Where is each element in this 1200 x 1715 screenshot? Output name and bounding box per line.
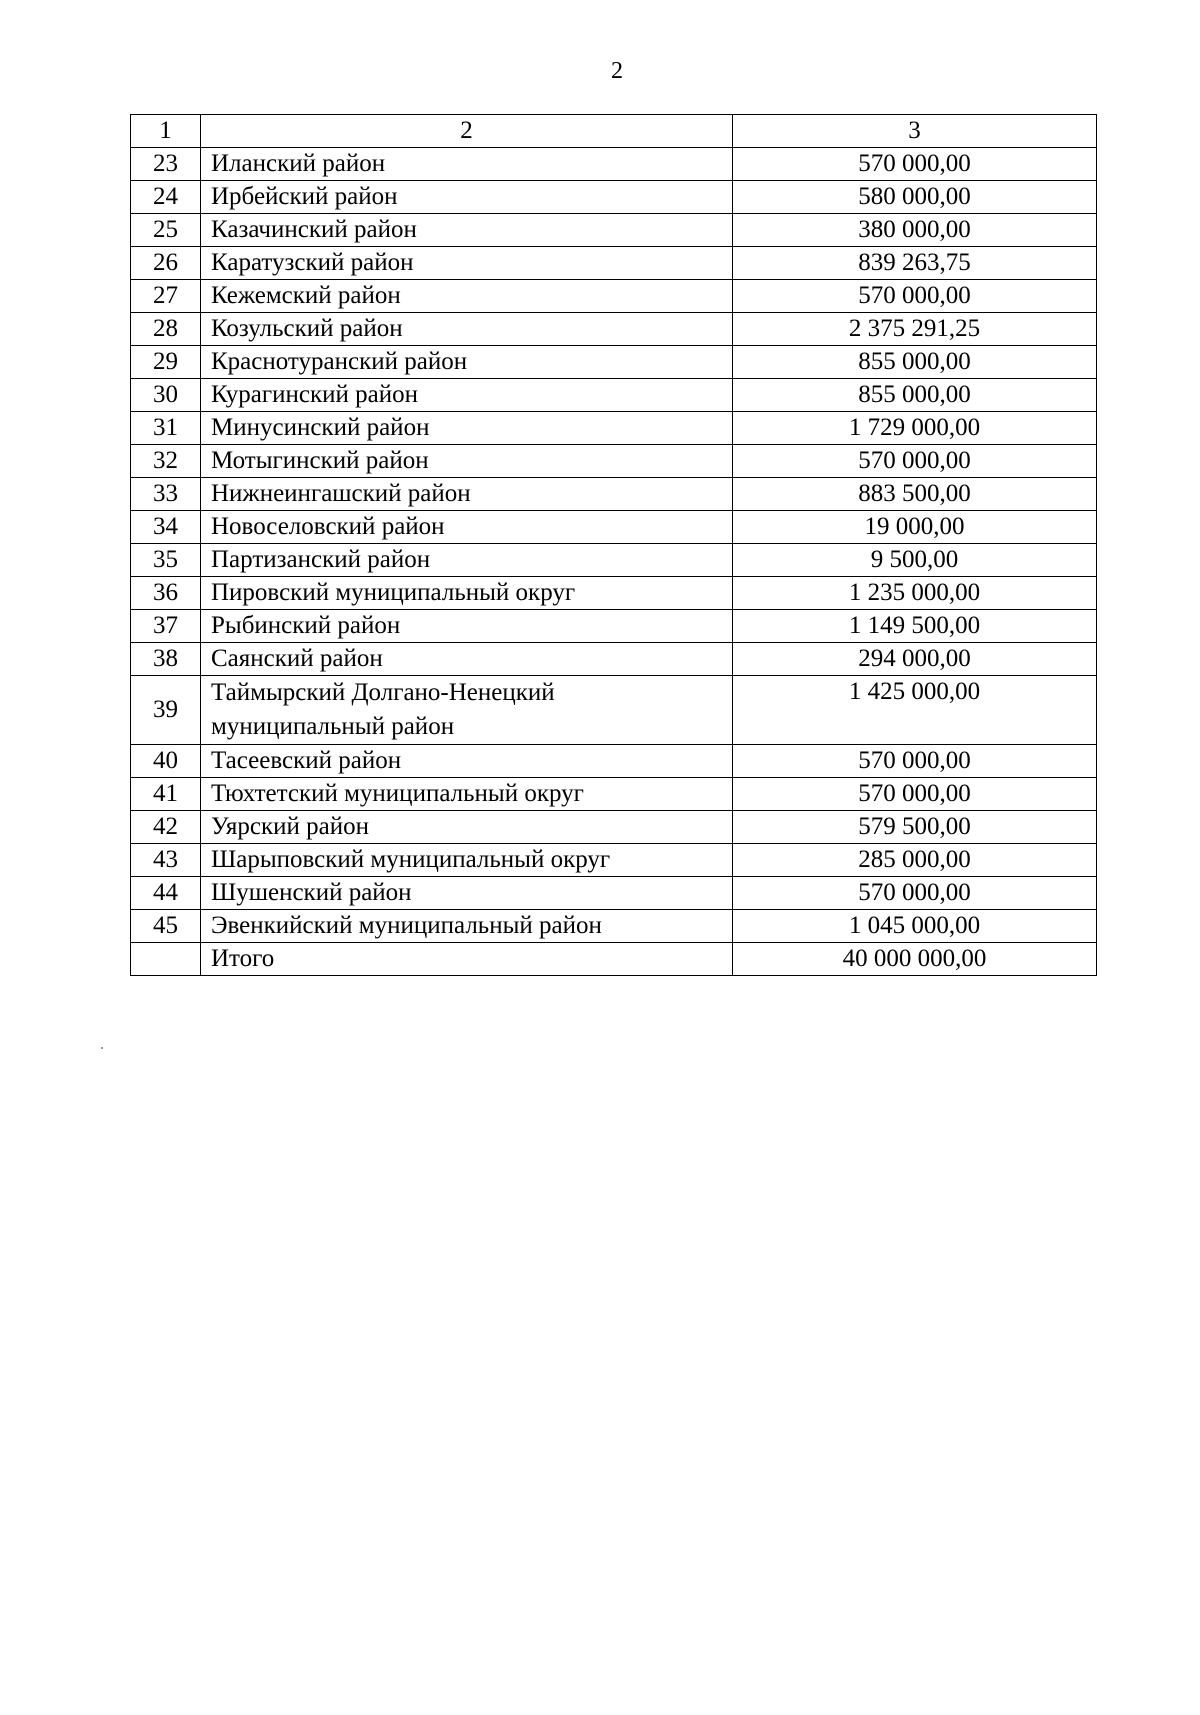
district-name: Ирбейский район <box>201 181 733 214</box>
district-name: Саянский район <box>201 643 733 676</box>
page-number: 2 <box>611 58 623 84</box>
district-name: Курагинский район <box>201 379 733 412</box>
amount-value: 579 500,00 <box>733 811 1097 844</box>
row-number: 45 <box>131 910 201 943</box>
header-cell-1: 1 <box>131 115 201 148</box>
district-name: Шарыповский муниципальный округ <box>201 844 733 877</box>
table-row <box>131 181 1097 214</box>
district-name: Рыбинский район <box>201 610 733 643</box>
row-number: 34 <box>131 511 201 544</box>
district-name: Тасеевский район <box>201 745 733 778</box>
amount-value: 570 000,00 <box>733 148 1097 181</box>
total-number-cell <box>131 943 201 976</box>
district-name: Таймырский Долгано-Ненецкий муниципальный район <box>201 676 733 745</box>
amount-value: 1 235 000,00 <box>733 577 1097 610</box>
amount-value: 855 000,00 <box>733 379 1097 412</box>
district-name: Мотыгинский район <box>201 445 733 478</box>
district-name: Пировский муниципальный округ <box>201 577 733 610</box>
amount-value: 285 000,00 <box>733 844 1097 877</box>
table-row <box>131 610 1097 643</box>
table-row <box>131 577 1097 610</box>
district-name: Кежемский район <box>201 280 733 313</box>
table-row <box>131 811 1097 844</box>
row-number: 30 <box>131 379 201 412</box>
amount-value: 570 000,00 <box>733 778 1097 811</box>
district-name: Тюхтетский муниципальный округ <box>201 778 733 811</box>
amount-value: 1 045 000,00 <box>733 910 1097 943</box>
amount-value: 1 425 000,00 <box>733 676 1097 745</box>
table-row <box>131 544 1097 577</box>
table-row <box>131 412 1097 445</box>
total-label: Итого <box>201 943 733 976</box>
table-row <box>131 313 1097 346</box>
district-name: Шушенский район <box>201 877 733 910</box>
row-number: 26 <box>131 247 201 280</box>
table-row <box>131 676 1097 745</box>
table-body <box>131 115 1097 976</box>
amount-value: 570 000,00 <box>733 877 1097 910</box>
row-number: 29 <box>131 346 201 379</box>
row-number: 40 <box>131 745 201 778</box>
row-number: 38 <box>131 643 201 676</box>
district-name: Уярский район <box>201 811 733 844</box>
table-row <box>131 778 1097 811</box>
district-name: Иланский район <box>201 148 733 181</box>
total-row <box>131 943 1097 976</box>
row-number: 36 <box>131 577 201 610</box>
table-row <box>131 478 1097 511</box>
row-number: 31 <box>131 412 201 445</box>
amount-value: 570 000,00 <box>733 745 1097 778</box>
amount-value: 883 500,00 <box>733 478 1097 511</box>
amount-value: 9 500,00 <box>733 544 1097 577</box>
row-number: 41 <box>131 778 201 811</box>
header-row <box>131 115 1097 148</box>
district-name: Казачинский район <box>201 214 733 247</box>
amount-value: 380 000,00 <box>733 214 1097 247</box>
total-amount: 40 000 000,00 <box>733 943 1097 976</box>
district-name: Каратузский район <box>201 247 733 280</box>
row-number: 28 <box>131 313 201 346</box>
row-number: 23 <box>131 148 201 181</box>
amount-value: 294 000,00 <box>733 643 1097 676</box>
row-number: 32 <box>131 445 201 478</box>
amount-value: 1 149 500,00 <box>733 610 1097 643</box>
amount-value: 580 000,00 <box>733 181 1097 214</box>
amount-value: 1 729 000,00 <box>733 412 1097 445</box>
row-number: 37 <box>131 610 201 643</box>
table-row <box>131 910 1097 943</box>
table-row <box>131 745 1097 778</box>
row-number: 39 <box>131 676 201 745</box>
amount-value: 855 000,00 <box>733 346 1097 379</box>
allocation-table <box>130 114 1097 976</box>
table-row <box>131 214 1097 247</box>
district-name: Минусинский район <box>201 412 733 445</box>
amount-value: 570 000,00 <box>733 280 1097 313</box>
district-name: Нижнеингашский район <box>201 478 733 511</box>
row-number: 25 <box>131 214 201 247</box>
row-number: 27 <box>131 280 201 313</box>
table-row <box>131 280 1097 313</box>
district-name: Партизанский район <box>201 544 733 577</box>
header-cell-3: 3 <box>733 115 1097 148</box>
district-name: Краснотуранский район <box>201 346 733 379</box>
row-number: 42 <box>131 811 201 844</box>
table-row <box>131 511 1097 544</box>
district-name: Козульский район <box>201 313 733 346</box>
row-number: 43 <box>131 844 201 877</box>
district-name: Эвенкийский муниципальный район <box>201 910 733 943</box>
scan-speck <box>101 1047 103 1049</box>
amount-value: 19 000,00 <box>733 511 1097 544</box>
table-row <box>131 877 1097 910</box>
district-name: Новоселовский район <box>201 511 733 544</box>
header-cell-2: 2 <box>201 115 733 148</box>
amount-value: 839 263,75 <box>733 247 1097 280</box>
table-row <box>131 844 1097 877</box>
row-number: 44 <box>131 877 201 910</box>
amount-value: 570 000,00 <box>733 445 1097 478</box>
table-row <box>131 346 1097 379</box>
table-row <box>131 379 1097 412</box>
table-row <box>131 247 1097 280</box>
row-number: 33 <box>131 478 201 511</box>
table-row <box>131 643 1097 676</box>
table-row <box>131 148 1097 181</box>
table-row <box>131 445 1097 478</box>
row-number: 24 <box>131 181 201 214</box>
row-number: 35 <box>131 544 201 577</box>
amount-value: 2 375 291,25 <box>733 313 1097 346</box>
